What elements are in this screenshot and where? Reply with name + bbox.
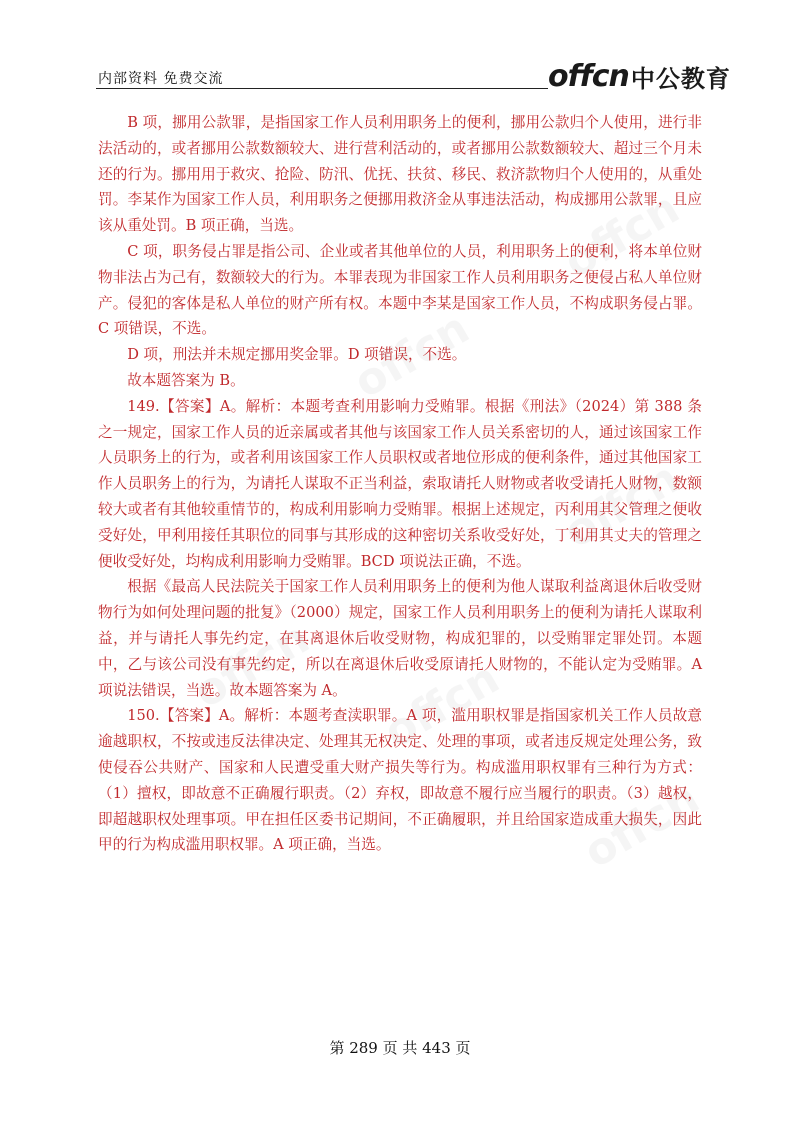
paragraph-option-c: C 项，职务侵占罪是指公司、企业或者其他单位的人员，利用职务上的便利，将本单位财物非法占为己有，数额较大的行为。本罪表现为非国家工作人员利用职务之便侵占私人单位财产。侵犯的客体是私人单位的财产所有权。本题中李某是国家工作人员，不构成职务侵占罪。C 项错误，不选。 bbox=[98, 242, 702, 338]
header-confidential-label: 内部资料 免费交流 bbox=[98, 71, 224, 87]
header-divider bbox=[96, 88, 548, 89]
offcn-logo bbox=[548, 58, 731, 94]
paragraph-question-149: 149.【答案】A。解析：本题考查利用影响力受贿罪。根据《刑法》（2024）第 388 条之一规定，国家工作人员的近亲属或者其他与该国家工作人员关系密切的人，通过该国家工作人员职务上的行为，或者利用该国家工作人员职权或者地位形成的便利条件，通过其他国家工作人员职务上的行为，为请托人谋取不正当利益，索取请托人财物或者收受请托人财物，数额较大或者有其他较重情节的，构成利用影响力受贿罪。根据上述规定，丙利用其父管理之便收受好处，甲利用接任其职位的同事与其形成的这种密切关系收受好处，丁利用其丈夫的管理之便收受好处，均构成利用影响力受贿罪。BCD 项说法正确，不选。 bbox=[98, 397, 702, 570]
paragraph-answer-148: 故本题答案为 B。 bbox=[127, 371, 245, 389]
page-number: 第 289 页 共 443 页 bbox=[329, 1039, 471, 1057]
paragraph-question-150: 150.【答案】A。解析：本题考查渎职罪。A 项，滥用职权罪是指国家机关工作人员故意逾越职权，不按或违反法律决定、处理其无权决定、处理的事项，或者违反规定处理公务，致使侵吞公共财产、国家和人民遭受重大财产损失等行为。构成滥用职权罪有三种行为方式：（1）擅权，即故意不正确履行职责。（2）弃权，即故意不履行应当履行的职责。（3）越权，即超越职权处理事项。甲在担任区委书记期间，不正确履职，并且给国家造成重大损失，因此甲的行为构成滥用职权罪。A 项正确，当选。 bbox=[98, 707, 702, 854]
logo-latin-text: offcn bbox=[548, 58, 629, 94]
paragraph-option-d: D 项，刑法并未规定挪用奖金罪。D 项错误，不选。 bbox=[127, 346, 467, 364]
logo-chinese-text: 中公教育 bbox=[630, 64, 731, 93]
paragraph-question-149-continued: 根据《最高人民法院关于国家工作人员利用职务上的便利为他人谋取利益离退休后收受财物行为如何处理问题的批复》（2000）规定，国家工作人员利用职务上的便利为请托人谋取利益，并与请托人事先约定，在其离退休后收受财物，构成犯罪的，以受贿罪定罪处罚。本题中，乙与该公司没有事先约定，所以在离退休后收受原请托人财物的，不能认定为受贿罪。A 项说法错误，当选。故本题答案为 A。 bbox=[98, 578, 702, 699]
paragraph-option-b: B 项，挪用公款罪，是指国家工作人员利用职务上的便利，挪用公款归个人使用，进行非法活动的，或者挪用公款数额较大、进行营利活动的，或者挪用公款数额较大、超过三个月未还的行为。挪用用于救灾、抢险、防汛、优抚、扶贫、移民、救济款物归个人使用的，从重处罚。李某作为国家工作人员，利用职务之便挪用救济金从事违法活动，构成挪用公款罪，且应该从重处罚。B 项正确，当选。 bbox=[98, 114, 702, 235]
document-body bbox=[98, 110, 702, 858]
